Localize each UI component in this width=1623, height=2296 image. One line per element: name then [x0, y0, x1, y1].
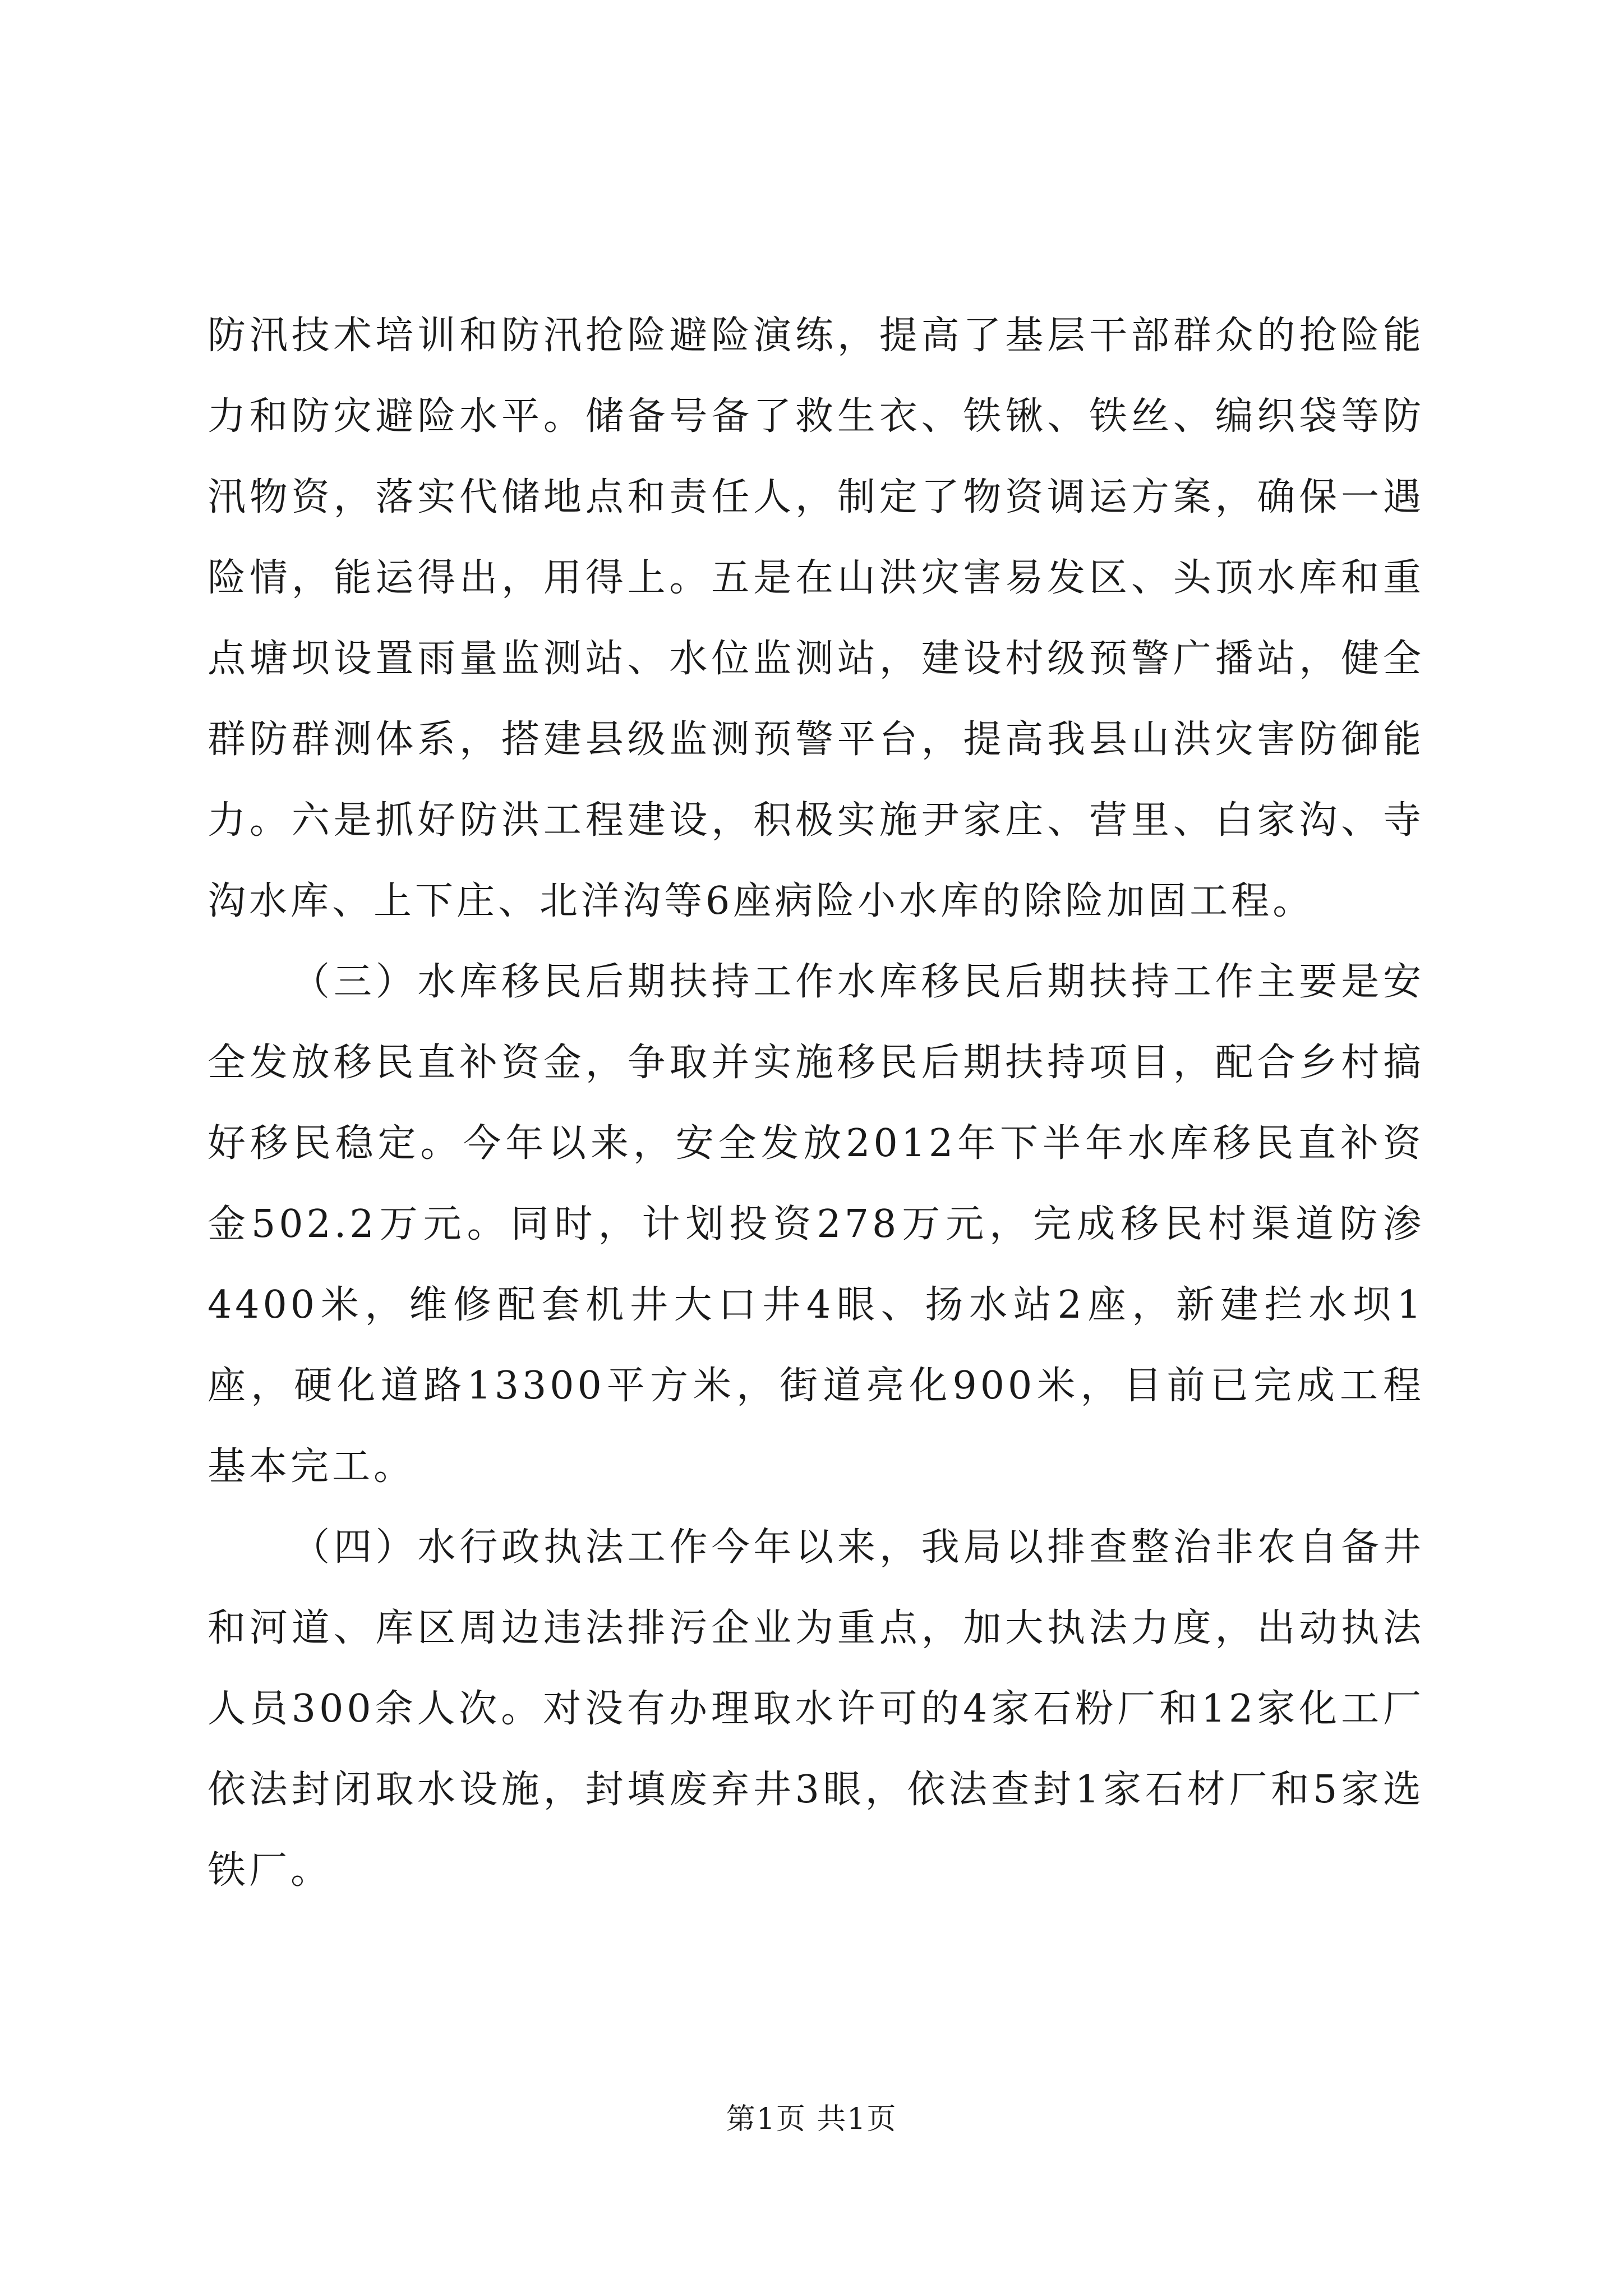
document-body [208, 296, 1424, 1911]
paragraph-continuation: 防汛技术培训和防汛抢险避险演练，提高了基层干部群众的抢险能力和防灾避险水平。储备号备了救生衣、铁锹、铁丝、编织袋等防汛物资，落实代储地点和责任人，制定了物资调运方案，确保一遇险情，能运得出，用得上。五是在山洪灾害易发区、头顶水库和重点塘坝设置雨量监测站、水位监测站，建设村级预警广播站，健全群防群测体系，搭建县级监测预警平台，提高我县山洪灾害防御能力。六是抓好防洪工程建设，积极实施尹家庄、营里、白家沟、寺沟水库、上下庄、北洋沟等6座病险小水库的除险加固工程。 [208, 314, 1424, 923]
paragraph-section-4: （四）水行政执法工作今年以来，我局以排查整治非农自备井和河道、库区周边违法排污企业为重点，加大执法力度，出动执法人员300余人次。对没有办理取水许可的4家石粉厂和12家化工厂依法封闭取水设施，封填废弃井3眼，依法查封1家石材厂和5家选铁厂。 [208, 1525, 1424, 1893]
paragraph-section-3: （三）水库移民后期扶持工作水库移民后期扶持工作主要是安全发放移民直补资金，争取并实施移民后期扶持项目，配合乡村搞好移民稳定。今年以来，安全发放2012年下半年水库移民直补资金502.2万元。同时，计划投资278万元，完成移民村渠道防渗4400米，维修配套机井大口井4眼、扬水站2座，新建拦水坝1座，硬化道路13300平方米，街道亮化900米，目前已完成工程基本完工。 [208, 960, 1424, 1489]
page-footer: 第1页 共1页 [726, 2102, 897, 2136]
